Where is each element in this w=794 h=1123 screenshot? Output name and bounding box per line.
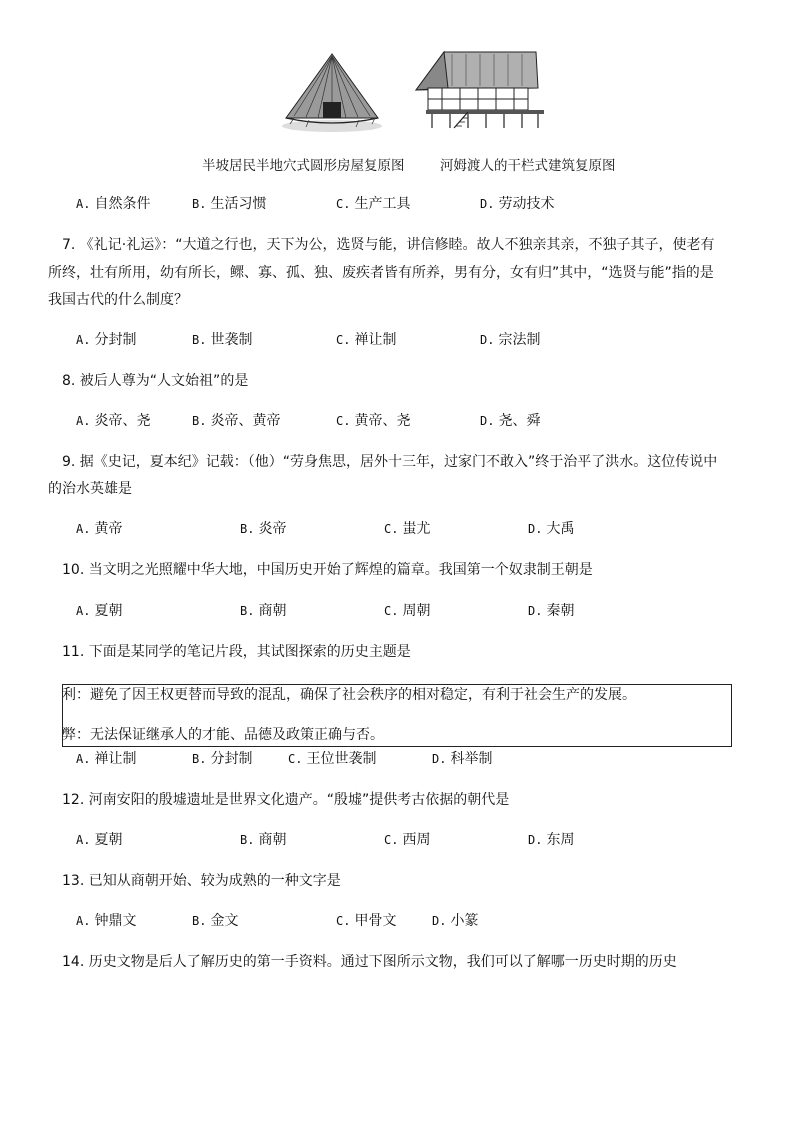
question-10-line-1: 10. 当文明之光照耀中华大地，中国历史开始了辉煌的篇章。我国第一个奴隶制王朝是 [62,562,593,578]
option-letter: D. [480,333,495,347]
question-8-line-1: 8. 被后人尊为“人文始祖”的是 [62,373,249,389]
question-7-line-2: 所终，壮有所用，幼有所长，鳏、寡、孤、独、废疾者皆有所养，男有分，女有归”其中，“选贤与能”指的是 [48,265,714,281]
option-d[interactable] [528,601,574,621]
figure-caption-left: 半坡居民半地穴式圆形房屋复原图 [202,158,405,174]
option-text: 禅让制 [354,332,397,348]
banpo-round-house-illustration [276,52,388,134]
option-c[interactable] [336,330,396,350]
option-d[interactable] [528,830,574,850]
option-text: 东周 [546,832,575,848]
option-text: 小篆 [450,913,479,929]
option-c[interactable] [384,601,430,621]
option-letter: B. [240,604,255,618]
option-a[interactable] [76,194,150,214]
option-text: 分封制 [94,332,137,348]
option-letter: C. [336,414,351,428]
option-letter: A. [76,914,91,928]
option-text: 科举制 [450,751,493,767]
option-a[interactable] [76,330,136,350]
option-text: 世袭制 [210,332,253,348]
option-text: 生产工具 [354,196,411,212]
option-text: 金文 [210,913,239,929]
option-c[interactable] [336,911,396,931]
option-letter: D. [480,197,495,211]
option-text: 夏朝 [94,603,123,619]
option-letter: B. [192,752,207,766]
option-text: 周朝 [402,603,431,619]
option-b[interactable] [240,519,286,539]
option-letter: D. [432,752,447,766]
question-7-line-3: 我国古代的什么制度？ [48,292,188,308]
option-a[interactable] [76,411,150,431]
option-c[interactable] [336,194,410,214]
option-c[interactable] [384,830,430,850]
question-11-line-1: 11. 下面是某同学的笔记片段，其试图探索的历史主题是 [62,644,411,660]
option-d[interactable] [432,911,478,931]
option-text: 大禹 [546,521,575,537]
option-text: 劳动技术 [498,196,555,212]
option-text: 分封制 [210,751,253,767]
option-letter: B. [240,833,255,847]
question-9-line-1: 9. 据《史记，夏本纪》记载：（他）“劳身焦思，居外十三年，过家门不敢入”终于治平了洪水。这位传说中 [62,454,718,470]
option-letter: A. [76,833,91,847]
option-letter: A. [76,414,91,428]
option-letter: D. [528,604,543,618]
note-line-pros: 利：避免了因王权更替而导致的混乱，确保了社会秩序的相对稳定，有利于社会生产的发展。 [62,687,636,703]
option-b[interactable] [192,911,238,931]
option-text: 炎帝 [258,521,287,537]
option-text: 蚩尤 [402,521,431,537]
hemudu-stilt-house-illustration [408,48,546,130]
option-letter: C. [336,333,351,347]
option-text: 甲骨文 [354,913,397,929]
option-letter: C. [384,522,399,536]
option-a[interactable] [76,911,136,931]
option-text: 自然条件 [94,196,151,212]
option-c[interactable] [336,411,410,431]
option-text: 秦朝 [546,603,575,619]
option-c[interactable] [384,519,430,539]
option-letter: D. [432,914,447,928]
option-text: 王位世袭制 [306,751,377,767]
option-d[interactable] [480,194,554,214]
option-letter: B. [192,333,207,347]
option-d[interactable] [528,519,574,539]
option-b[interactable] [240,830,286,850]
option-a[interactable] [76,601,122,621]
option-text: 夏朝 [94,832,123,848]
option-letter: A. [76,333,91,347]
option-letter: C. [336,197,351,211]
question-9-line-2: 的治水英雄是 [48,481,132,497]
option-letter: D. [528,522,543,536]
option-letter: C. [288,752,303,766]
option-text: 禅让制 [94,751,137,767]
option-text: 尧、舜 [498,413,541,429]
option-a[interactable] [76,830,122,850]
question-14-line-1: 14. 历史文物是后人了解历史的第一手资料。通过下图所示文物，我们可以了解哪一历史时期的历史 [62,954,677,970]
option-text: 宗法制 [498,332,541,348]
option-text: 钟鼎文 [94,913,137,929]
option-letter: D. [528,833,543,847]
option-letter: A. [76,752,91,766]
option-letter: B. [192,197,207,211]
option-b[interactable] [192,194,266,214]
note-line-cons: 弊：无法保证继承人的才能、品德及政策正确与否。 [62,727,384,743]
option-letter: A. [76,522,91,536]
option-text: 黄帝 [94,521,123,537]
option-d[interactable] [432,749,492,769]
option-letter: C. [336,914,351,928]
option-a[interactable] [76,749,136,769]
option-text: 生活习惯 [210,196,267,212]
option-text: 炎帝、黄帝 [210,413,281,429]
option-a[interactable] [76,519,122,539]
option-letter: A. [76,197,91,211]
option-text: 炎帝、尧 [94,413,151,429]
option-letter: B. [192,914,207,928]
option-letter: B. [240,522,255,536]
option-b[interactable] [192,411,280,431]
option-b[interactable] [192,749,252,769]
option-text: 商朝 [258,832,287,848]
option-letter: D. [480,414,495,428]
option-b[interactable] [240,601,286,621]
option-letter: C. [384,604,399,618]
question-12-line-1: 12. 河南安阳的殷墟遗址是世界文化遗产。“殷墟”提供考古依据的朝代是 [62,792,510,808]
question-7-line-1: 7. 《礼记·礼运》：“大道之行也，天下为公，选贤与能，讲信修睦。故人不独亲其亲，不独子其子，使老有 [62,237,715,253]
option-letter: B. [192,414,207,428]
option-letter: C. [384,833,399,847]
option-text: 黄帝、尧 [354,413,411,429]
question-13-line-1: 13. 已知从商朝开始、较为成熟的一种文字是 [62,873,341,889]
option-d[interactable] [480,330,540,350]
figure-caption-right: 河姆渡人的干栏式建筑复原图 [440,158,616,174]
option-d[interactable] [480,411,540,431]
option-letter: A. [76,604,91,618]
option-text: 商朝 [258,603,287,619]
option-b[interactable] [192,330,252,350]
option-text: 西周 [402,832,431,848]
option-c[interactable] [288,749,376,769]
